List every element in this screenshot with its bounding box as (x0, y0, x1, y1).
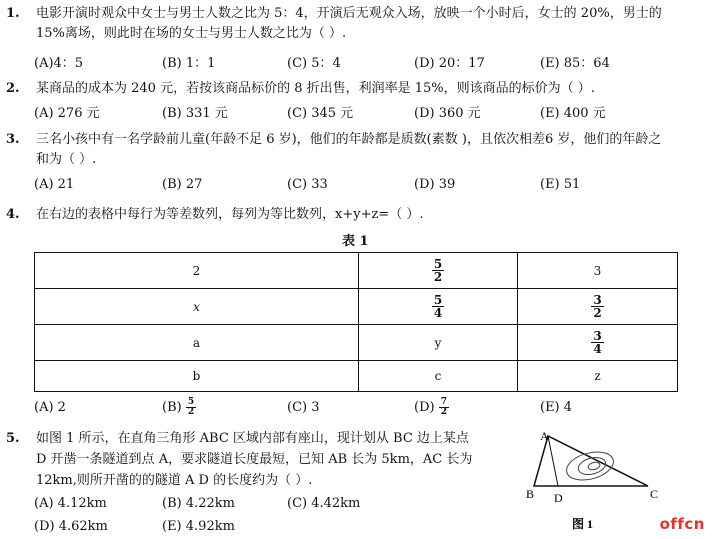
table-cell: 2 (35, 253, 359, 289)
option-c: (C) 33 (287, 177, 328, 192)
offcn-logo: offcn (659, 515, 705, 533)
option-d: (D) $\frac{7}{2}$ (414, 397, 447, 417)
question-text: 某商品的成本为 240 元，若按该商品标价的 8 折出售，利润率是 15%，则该商品的标价为（ ）. (36, 81, 595, 96)
question-number: 3. (6, 132, 20, 147)
figure-1-triangle (520, 428, 670, 538)
question-text: 和为（ ）. (36, 152, 97, 167)
option-a: (A) 2 (34, 400, 66, 415)
option-b: (B) 331 元 (162, 106, 228, 121)
table-cell: a (35, 325, 359, 361)
mountain-contour (587, 461, 600, 471)
question-number: 1. (6, 6, 20, 21)
table-cell: x (35, 289, 359, 325)
question-number: 5. (6, 431, 20, 446)
table-cell: c (359, 361, 518, 392)
table-cell (518, 325, 678, 361)
table-cell: b (35, 361, 359, 392)
fraction: $\frac{7}{2}$ (440, 397, 447, 417)
table-row (35, 325, 678, 361)
option-e: (E) 51 (540, 177, 581, 192)
option-c: (C) 4.42km (287, 496, 361, 511)
option-d: (D) 4.62km (34, 519, 108, 534)
option-b: (B) 27 (162, 177, 203, 192)
question-text: 三名小孩中有一名学龄前儿童(年龄不足 6 岁)，他们的年龄都是质数(素数 )，且依次相差6 岁，他们的年龄之 (36, 132, 662, 147)
option-c: (C) 345 元 (287, 106, 354, 121)
table-row (35, 289, 678, 325)
triangle-abc (534, 436, 648, 486)
label-c: C (650, 487, 659, 501)
option-b: (B) 1：1 (162, 56, 216, 71)
table-cell (518, 289, 678, 325)
question-text: 12km,则所开凿的的隧道 A D 的长度约为（ ）. (36, 473, 313, 488)
table-cell: y (359, 325, 518, 361)
question-text: D 开凿一条隧道到点 A，要求隧道长度最短，已知 AB 长为 5km，AC 长为 (36, 452, 473, 467)
label-a: A (540, 429, 549, 443)
option-a: (A) 276 元 (34, 106, 100, 121)
question-text: 在右边的表格中每行为等差数列，每列为等比数列，x+y+z=（ ）. (36, 207, 424, 222)
mountain-contour (576, 455, 607, 478)
option-d: (D) 39 (414, 177, 456, 192)
tunnel-ad (548, 436, 558, 486)
table-row (35, 361, 678, 392)
table-1 (34, 252, 678, 392)
fraction: $\frac{5}{2}$ (433, 257, 443, 284)
table-cell: 3 (518, 253, 678, 289)
label-b: B (526, 487, 535, 501)
label-d: D (554, 491, 563, 505)
fraction: $\frac{5}{4}$ (433, 293, 443, 320)
figure-caption: 图 1 (572, 517, 594, 531)
option-d: (D) 360 元 (414, 106, 481, 121)
fraction: $\frac{3}{2}$ (593, 293, 602, 320)
table-cell (359, 253, 518, 289)
fraction: $\frac{3}{4}$ (593, 329, 602, 356)
option-e: (E) 4 (540, 400, 573, 415)
option-c: (C) 5：4 (287, 56, 341, 71)
question-text: 电影开演时观众中女士与男士人数之比为 5：4，开演后无观众入场，放映一个小时后，女士的 20%，男士的 (36, 6, 662, 21)
option-c: (C) 3 (287, 400, 320, 415)
question-text: 如图 1 所示，在直角三角形 ABC 区域内部有座山，现计划从 BC 边上某点 (36, 431, 469, 446)
option-b: (B) 4.22km (162, 496, 235, 511)
table-caption: 表 1 (342, 234, 369, 249)
option-e: (E) 85：64 (540, 56, 610, 71)
option-e: (E) 400 元 (540, 106, 606, 121)
table-cell (359, 289, 518, 325)
question-number: 2. (6, 81, 20, 96)
table-row (35, 253, 678, 289)
question-number: 4. (6, 207, 20, 222)
table-cell: z (518, 361, 678, 392)
option-d: (D) 20：17 (414, 56, 485, 71)
option-a: (A)4：5 (34, 56, 84, 71)
option-a: (A) 21 (34, 177, 75, 192)
question-text: 15%离场，则此时在场的女士与男士人数之比为（ ）. (36, 26, 347, 41)
option-a: (A) 4.12km (34, 496, 107, 511)
fraction: $\frac{5}{2}$ (187, 397, 195, 417)
option-e: (E) 4.92km (162, 519, 235, 534)
option-b: (B) $\frac{5}{2}$ (162, 397, 195, 417)
